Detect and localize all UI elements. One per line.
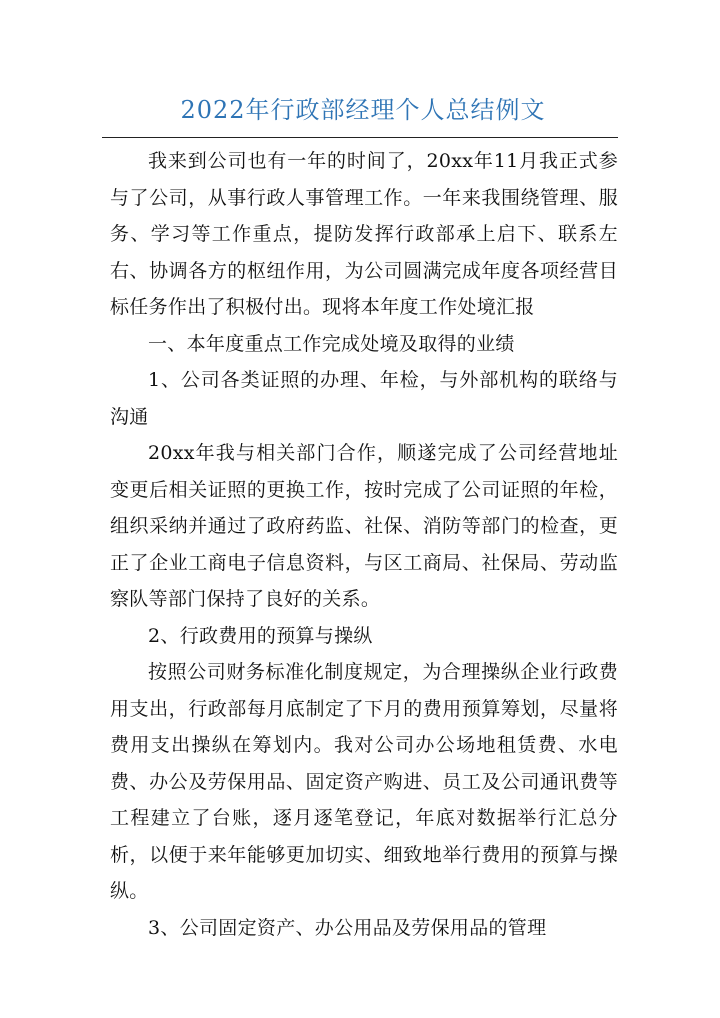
paragraph-intro: 我来到公司也有一年的时间了，20xx年11月我正式参与了公司，从事行政人事管理工作。一年来我围绕管理、服务、学习等工作重点，提防发挥行政部承上启下、联系左右、协调各方的枢纽作用，为公司圆满完成年度各项经营目标任务作出了积极付出。现将本年度工作处境汇报 [110,150,618,318]
paragraph-licenses: 20xx年我与相关部门合作，顺遂完成了公司经营地址变更后相关证照的更换工作，按时完成了公司证照的年检，组织采纳并通过了政府药监、社保、消防等部门的检查，更正了企业工商电子信息资料，与区工商局、社保局、劳动监察队等部门保持了良好的关系。 [110,442,618,610]
document-body [110,143,618,946]
page-title: 2022年行政部经理个人总结例文 [180,96,546,124]
title-divider [102,137,618,138]
section-heading-1: 一、本年度重点工作完成处境及取得的业绩 [148,332,515,355]
subsection-heading-2: 2、行政费用的预算与操纵 [148,624,373,647]
paragraph-budget: 按照公司财务标准化制度规定，为合理操纵企业行政费用支出，行政部每月底制定了下月的费用预算筹划，尽量将费用支出操纵在筹划内。我对公司办公场地租赁费、水电费、办公及劳保用品、固定资产购进、员工及公司通讯费等工程建立了台账，逐月逐笔登记，年底对数据举行汇总分析，以便于来年能够更加切实、细致地举行费用的预算与操纵。 [110,661,618,902]
subsection-heading-1: 1、公司各类证照的办理、年检，与外部机构的联络与沟通 [110,369,618,428]
subsection-heading-3: 3、公司固定资产、办公用品及劳保用品的管理 [148,916,547,939]
